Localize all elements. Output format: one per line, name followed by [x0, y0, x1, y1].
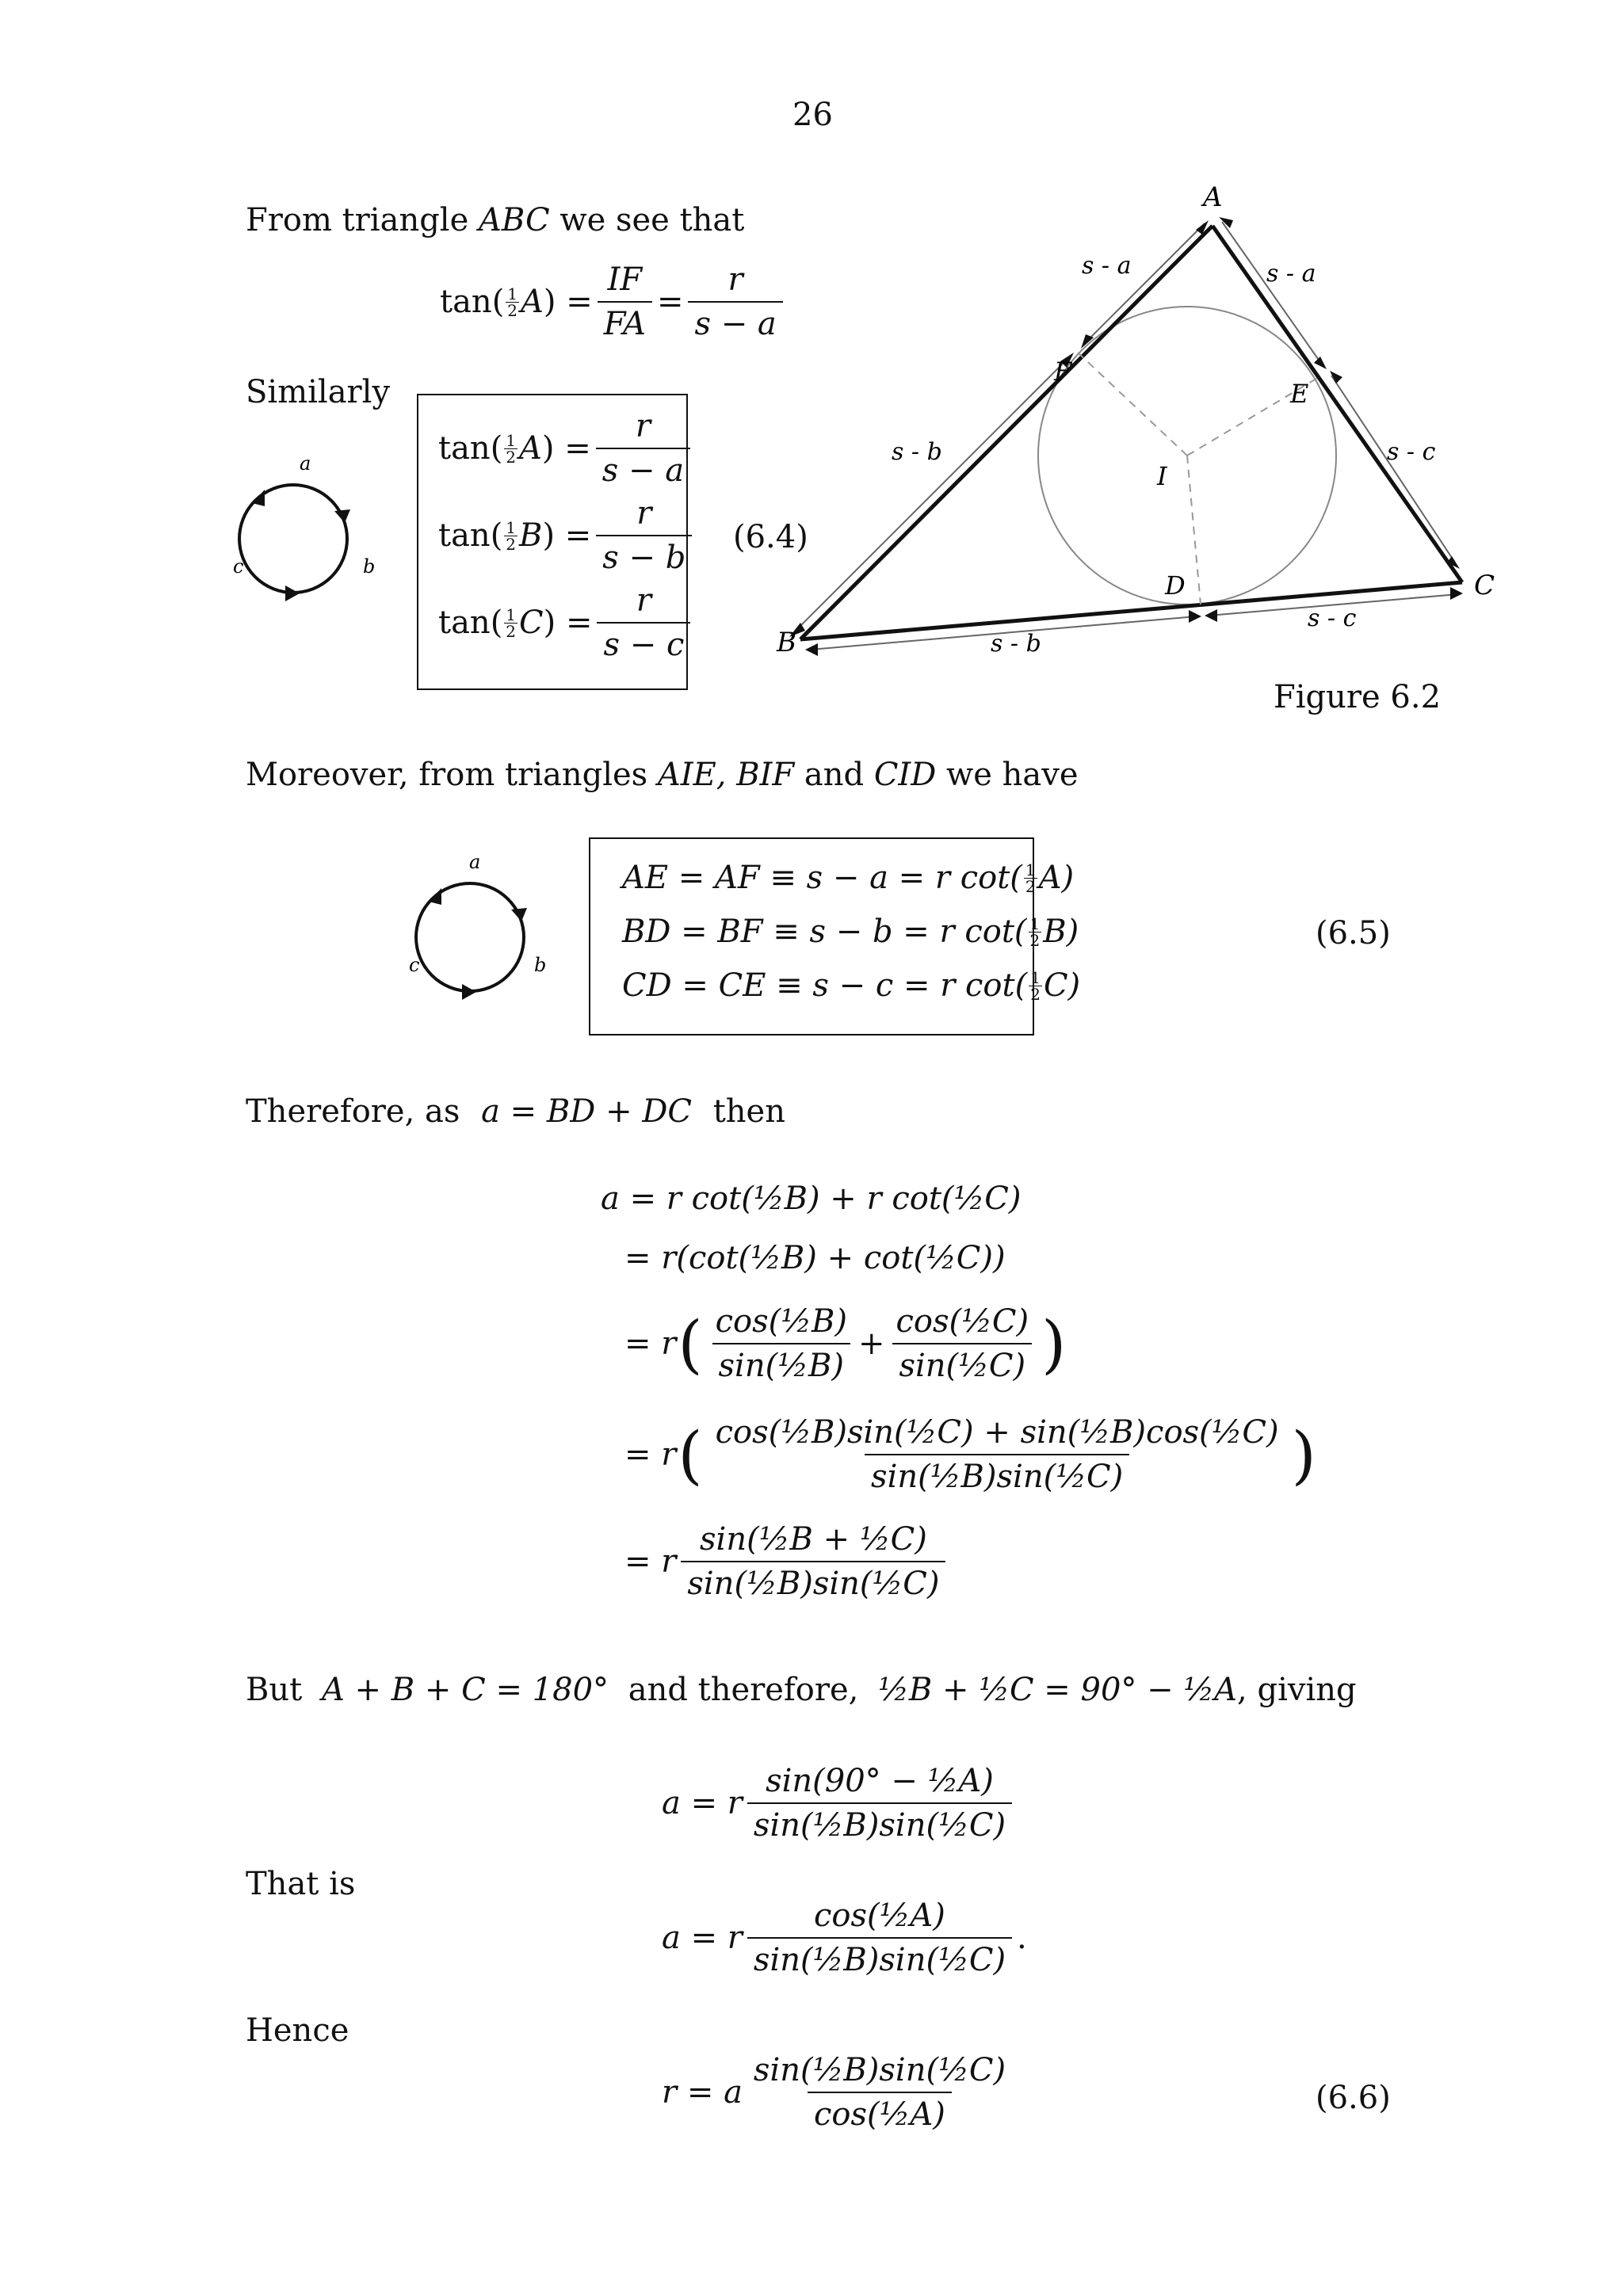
moreover-line: Moreover, from triangles AIE, BIF and CID we have — [246, 757, 1079, 793]
side-bc — [800, 582, 1462, 639]
but-line: But A + B + C = 180° and therefore, ½B + ½C = 90° − ½A, giving — [246, 1672, 1357, 1708]
radius-if — [1078, 353, 1187, 456]
label-vertex-a: A — [1203, 182, 1223, 213]
half-fraction: 1 2 — [507, 284, 518, 320]
label-point-d: D — [1165, 570, 1186, 601]
figure-incircle-triangle — [761, 182, 1506, 689]
equation-r: r = a $\frac{\text{sin(½B)sin(½C)}}{\text{cos(½A)}}$ — [662, 2052, 1006, 2133]
page-number: 26 — [792, 97, 833, 133]
derivation-line-4: = r ( $\frac{\text{cos(½B)sin(½C) + sin(½B)cos(½C)}}{\text{sin(½B)sin(½C)}}$ ) — [624, 1414, 1316, 1495]
segment-label-sa-left: s - a — [1082, 252, 1132, 280]
label-point-f: F — [1054, 357, 1072, 387]
equation-tan-half-a: tan ( 1 2 A ) = $\frac{IF}{FA}$ = $\frac{r}{s - a}$ — [440, 261, 788, 342]
label-vertex-b: B — [777, 627, 796, 658]
therefore-line: Therefore, as a = BD + DC then — [246, 1093, 785, 1130]
label-vertex-c: C — [1474, 570, 1495, 601]
cycle-arrow-c — [462, 984, 476, 1000]
cycle-label-a: a — [469, 854, 481, 873]
equation-number-6-6: (6.6) — [1316, 2080, 1391, 2116]
segment-label-sc-right: s - c — [1387, 438, 1436, 466]
box64-row-b: tan ( 1 2 B ) = $\frac{r}{s - b}$ — [438, 495, 697, 576]
figure-caption: Figure 6.2 — [1274, 679, 1442, 715]
cycle-label-a: a — [300, 456, 311, 475]
equation-a-sin: a = r $\frac{\text{sin(90° − ½A)}}{\text{sin(½B)sin(½C)}}$ — [662, 1763, 1017, 1844]
intro-line — [246, 202, 744, 238]
box64-row-a: tan ( 1 2 A ) = $\frac{r}{s - a}$ — [438, 408, 695, 489]
radius-id — [1187, 456, 1201, 605]
dim-line-fa — [1084, 223, 1205, 344]
similarly-label: Similarly — [246, 374, 391, 410]
fraction-if-fa: $\frac{IF}{FA}$ — [598, 261, 652, 342]
cycle-arrow-b — [511, 908, 527, 921]
cycle-label-b: b — [534, 954, 547, 976]
derivation-line-5: = r $\frac{\text{sin(½B + ½C)}}{\text{sin(½B)sin(½C)}}$ — [624, 1521, 950, 1602]
side-ab — [800, 226, 1212, 639]
side-ac — [1212, 226, 1462, 582]
segment-label-sb-left: s - b — [892, 438, 942, 466]
segment-label-sa-right: s - a — [1266, 260, 1316, 288]
segment-label-sb-bottom: s - b — [991, 630, 1041, 658]
arrowhead — [1450, 587, 1463, 600]
hence-label: Hence — [246, 2012, 349, 2049]
label-point-i: I — [1157, 461, 1167, 491]
cycle-label-b: b — [363, 555, 376, 578]
box65-row-a: AE = AF ≡ s − a = r cot ( 1 2 A ) — [622, 860, 1075, 896]
equation-number-6-5: (6.5) — [1316, 915, 1391, 952]
dim-line-bf — [794, 355, 1071, 632]
derivation-line-2: = r(cot(½B) + cot(½C)) — [624, 1240, 1006, 1276]
cycle-arrow-c — [285, 585, 300, 601]
equation-number-6-4: (6.4) — [733, 519, 808, 555]
dim-line-ec — [1331, 376, 1455, 563]
dim-line-ae — [1222, 222, 1322, 364]
arrowhead — [1205, 609, 1217, 622]
that-is-label: That is — [246, 1866, 356, 1902]
intro-text-1: From triangle — [246, 202, 469, 238]
cycle-diagram-abc — [230, 456, 380, 614]
label-point-e: E — [1290, 379, 1309, 409]
cycle-label-c: c — [409, 954, 420, 976]
arrowhead — [805, 643, 818, 656]
cycle-diagram-abc-2 — [403, 854, 553, 1013]
eq-tan-label: tan — [440, 284, 492, 320]
box65-row-c: CD = CE ≡ s − c = r cot ( 1 2 C ) — [622, 967, 1081, 1004]
arrowhead — [1314, 357, 1327, 369]
cycle-label-c: c — [233, 555, 244, 578]
box64-row-c: tan ( 1 2 C ) = $\frac{r}{s - c}$ — [438, 582, 695, 663]
fraction-r-sa: $\frac{r}{s - a}$ — [688, 261, 782, 342]
intro-triangle-name: ABC — [479, 202, 550, 238]
equation-a-cos: a = r $\frac{\text{cos(½A)}}{\text{sin(½B)sin(½C)}}$ . — [662, 1897, 1027, 1978]
derivation-line-3: = r ( $\frac{\text{cos(½B)}}{\text{sin(½B)}}$ + $\frac{\text{cos(½C)}}{\text{sin(½C)}}$ ) — [624, 1303, 1067, 1384]
cycle-arrow-b — [334, 509, 350, 523]
arrowhead — [1189, 610, 1201, 623]
box65-row-b: BD = BF ≡ s − b = r cot ( 1 2 B ) — [622, 913, 1079, 950]
segment-label-sc-bottom: s - c — [1308, 605, 1357, 632]
derivation-line-1: a = r cot(½B) + r cot(½C) — [601, 1180, 1022, 1217]
intro-text-2: we see that — [559, 202, 745, 238]
